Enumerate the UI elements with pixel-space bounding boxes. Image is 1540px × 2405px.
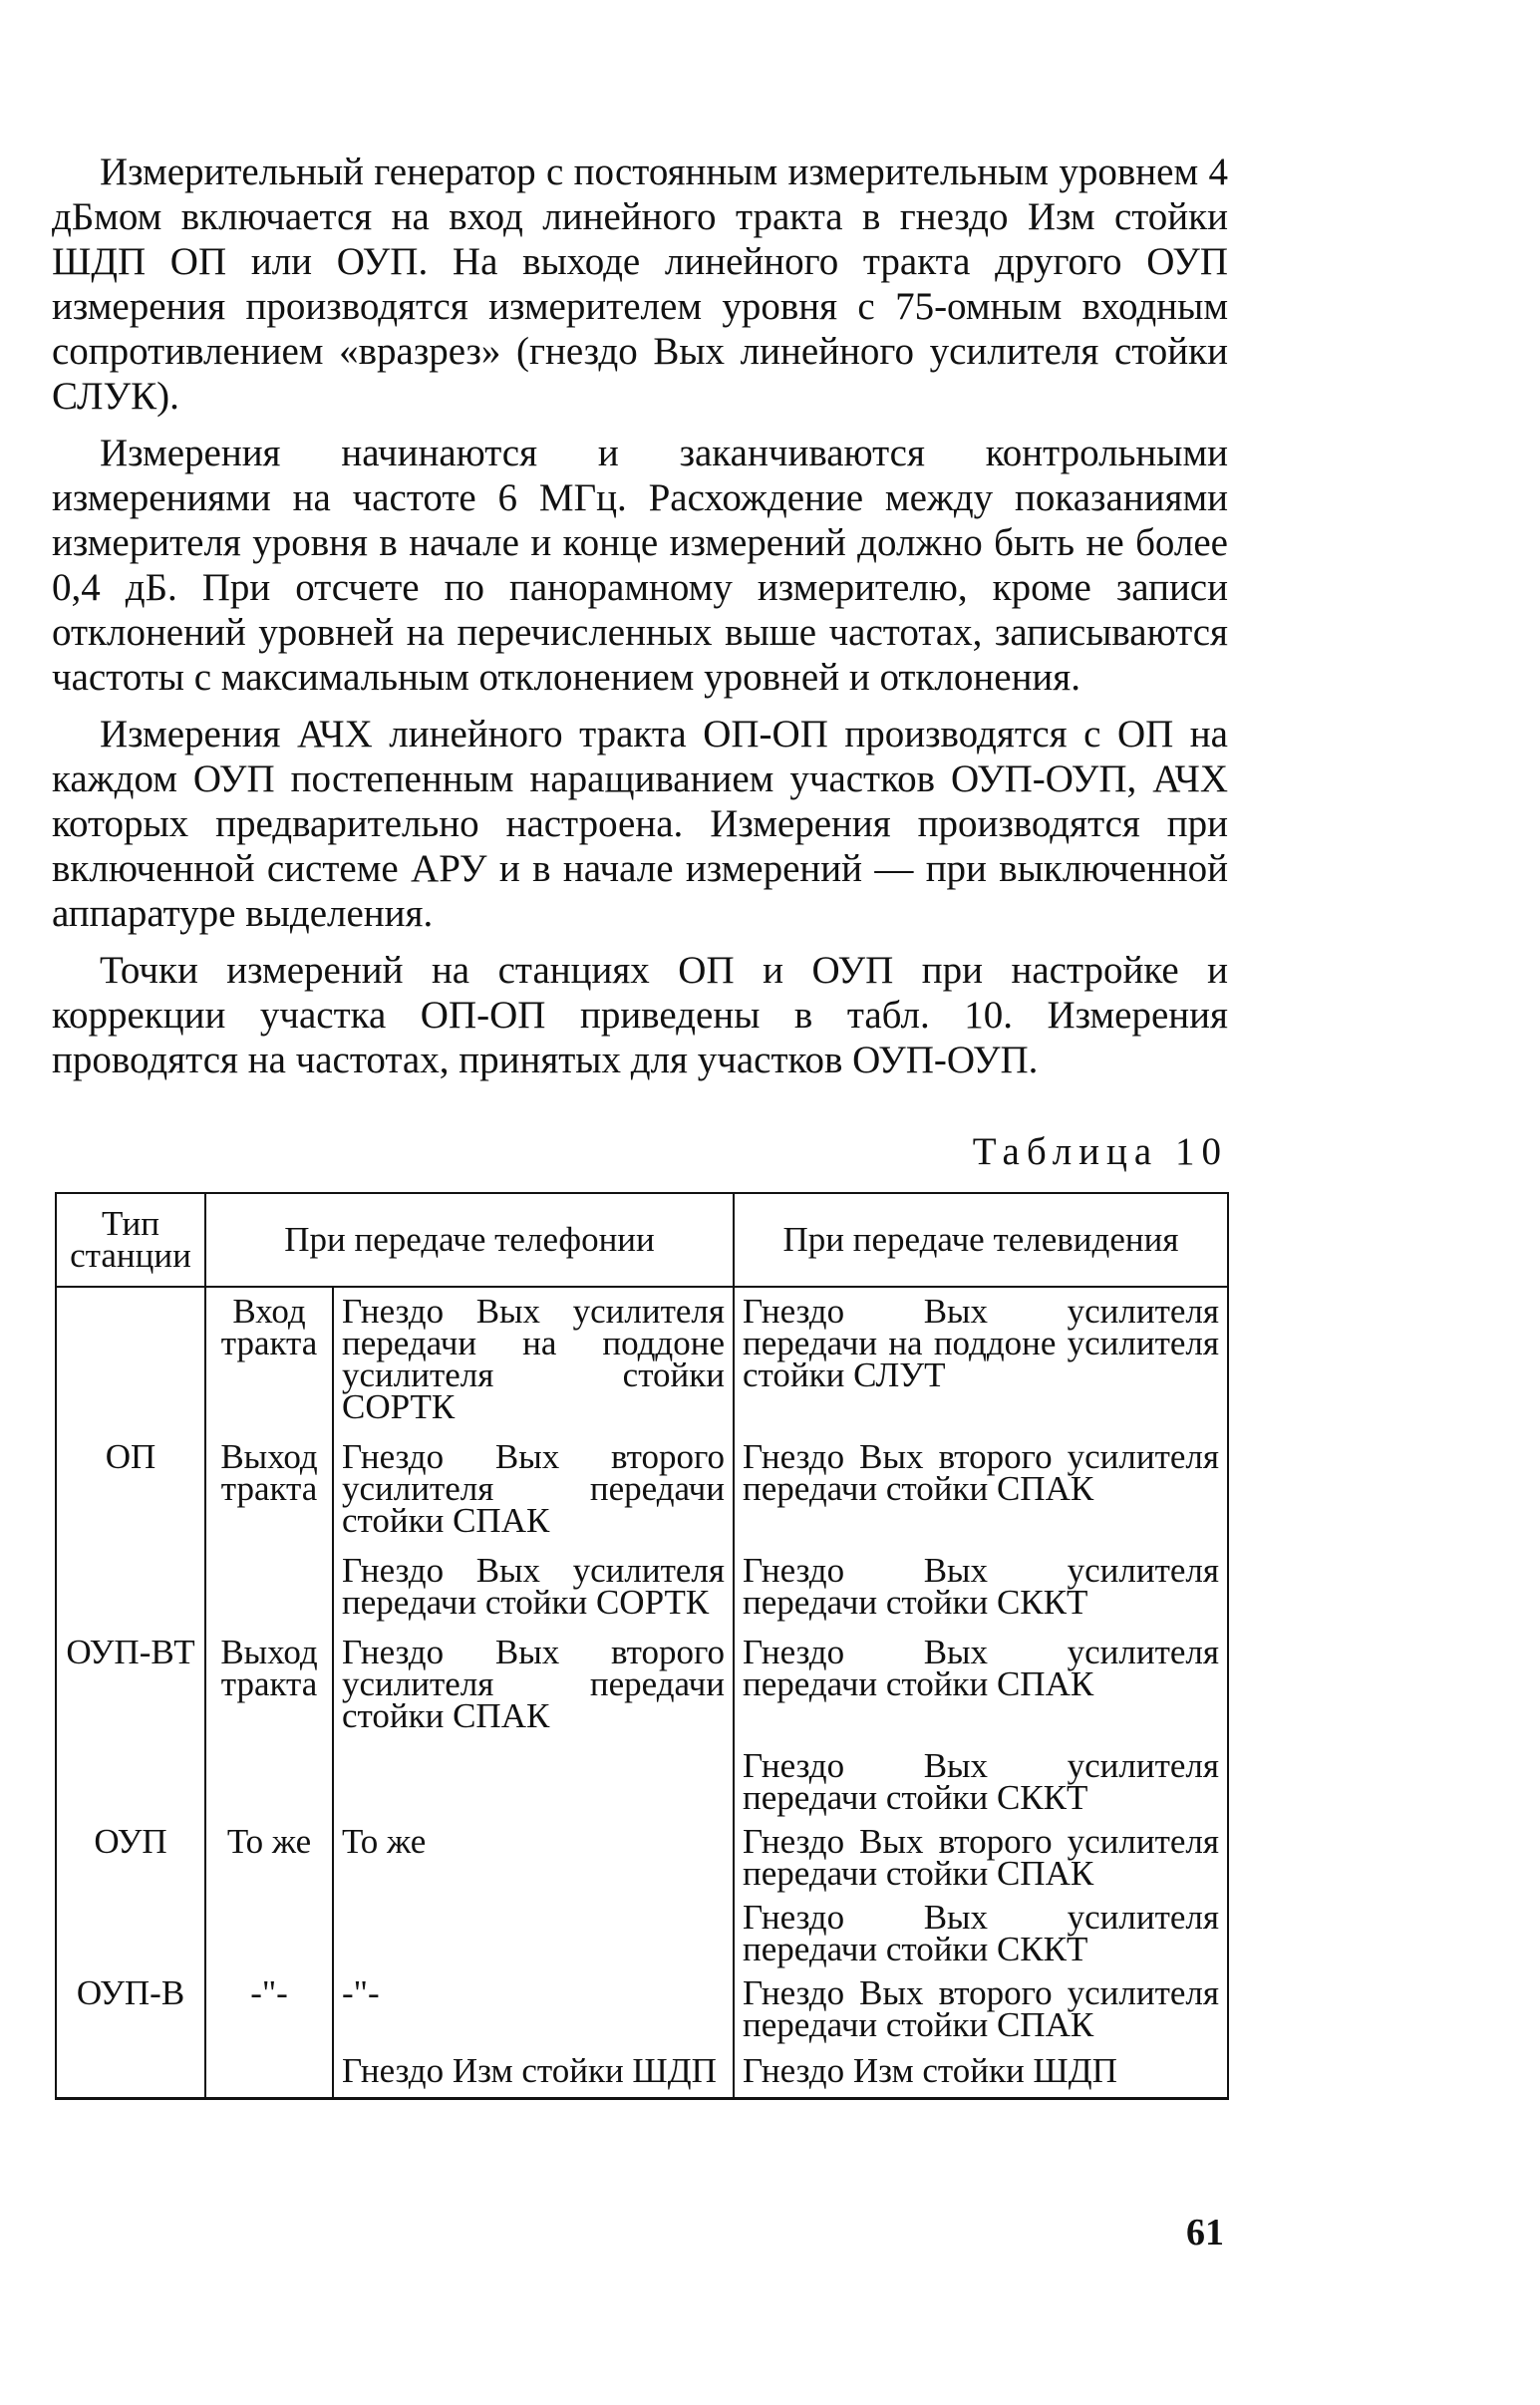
table-row xyxy=(56,1433,1228,1547)
cell-telephony: Гнездо Изм стойки ШДП xyxy=(333,2047,734,2099)
table-body xyxy=(56,1287,1228,2099)
measurement-points-table xyxy=(55,1192,1229,2100)
table-row xyxy=(56,2047,1228,2099)
cell-telephony: То же xyxy=(333,1820,734,1896)
paragraph-2: Измерения начинаются и заканчиваются контрольными измерениями на частоте 6 МГц. Расхождение между показаниями измерителя уровня в начале и конце измерений должно быть не более 0,4 дБ. При отсчете по панорамному измерителю, кроме записи отклонений уровней на перечисленных выше частотах, записываются частоты с максимальным отклонением уровней и отклонения. xyxy=(52,432,1228,699)
cell-point: Выход тракта xyxy=(205,1433,333,1547)
cell-telephony: Гнездо Вых усилителя передачи на поддоне усилителя стойки СОРТК xyxy=(333,1287,734,1433)
cell-point: То же xyxy=(205,1820,333,1896)
cell-television: Гнездо Вых второго усилителя передачи стойки СПАК xyxy=(734,1820,1228,1896)
cell-point: Вход тракта xyxy=(205,1287,333,1433)
table-row xyxy=(56,1547,1228,1629)
cell-station: ОУП-В xyxy=(56,1971,205,2047)
cell-television: Гнездо Вых второго усилителя передачи стойки СПАК xyxy=(734,1971,1228,2047)
cell-telephony: Гнездо Вых второго усилителя передачи стойки СПАК xyxy=(333,1629,734,1742)
cell-station: ОУП xyxy=(56,1820,205,1896)
header-station: Тип станции xyxy=(56,1193,205,1287)
table-row xyxy=(56,1742,1228,1820)
page-number: 61 xyxy=(1186,2212,1224,2254)
paragraph-4: Точки измерений на станциях ОП и ОУП при настройке и коррекции участка ОП-ОП приведены в табл. 10. Измерения проводятся на частотах, принятых для участков ОУП-ОУП. xyxy=(52,949,1228,1081)
cell-station: ОУП-ВТ xyxy=(56,1629,205,1742)
cell-television: Гнездо Вых второго усилителя передачи стойки СПАК xyxy=(734,1433,1228,1547)
paragraph-3: Измерения АЧХ линейного тракта ОП-ОП производятся с ОП на каждом ОУП постепенным наращиванием участков ОУП-ОУП, АЧХ которых предварительно настроена. Измерения производятся при включенной системе АРУ и в начале измерений — при выключенной аппаратуре выделения. xyxy=(52,713,1228,935)
table-row xyxy=(56,1971,1228,2047)
cell-telephony xyxy=(333,1896,734,1971)
cell-point xyxy=(205,1896,333,1971)
cell-station xyxy=(56,2047,205,2099)
cell-telephony: -"- xyxy=(333,1971,734,2047)
cell-station xyxy=(56,1742,205,1820)
cell-point xyxy=(205,1547,333,1629)
cell-station: ОП xyxy=(56,1433,205,1547)
cell-television: Гнездо Вых усилителя передачи стойки СПАК xyxy=(734,1629,1228,1742)
paragraph-1: Измерительный генератор с постоянным измерительным уровнем 4 дБмом включается на вход линейного тракта в гнездо Изм стойки ШДП ОП или ОУП. На выходе линейного тракта другого ОУП измерения производятся измерителем уровня с 75-омным входным сопротивлением «вразрез» (гнездо Вых линейного усилителя стойки СЛУК). xyxy=(52,150,1228,418)
cell-television: Гнездо Вых усилителя передачи стойки СККТ xyxy=(734,1742,1228,1820)
header-telephony: При передаче телефонии xyxy=(205,1193,734,1287)
cell-television: Гнездо Вых усилителя передачи стойки СККТ xyxy=(734,1547,1228,1629)
table-row xyxy=(56,1820,1228,1896)
cell-telephony xyxy=(333,1742,734,1820)
cell-station xyxy=(56,1287,205,1433)
cell-station xyxy=(56,1896,205,1971)
table-header-row xyxy=(56,1193,1228,1287)
cell-telephony: Гнездо Вых усилителя передачи стойки СОРТК xyxy=(333,1547,734,1629)
cell-point xyxy=(205,2047,333,2099)
cell-television: Гнездо Изм стойки ШДП xyxy=(734,2047,1228,2099)
table-caption: Таблица 10 xyxy=(972,1130,1228,1173)
cell-telephony: Гнездо Вых второго усилителя передачи стойки СПАК xyxy=(333,1433,734,1547)
body-text xyxy=(52,150,1228,1092)
table-row xyxy=(56,1896,1228,1971)
cell-station xyxy=(56,1547,205,1629)
cell-television: Гнездо Вых усилителя передачи стойки СККТ xyxy=(734,1896,1228,1971)
table-row xyxy=(56,1629,1228,1742)
cell-television: Гнездо Вых усилителя передачи на поддоне усилителя стойки СЛУТ xyxy=(734,1287,1228,1433)
cell-point: Выход тракта xyxy=(205,1629,333,1742)
table-row xyxy=(56,1287,1228,1433)
cell-point: -"- xyxy=(205,1971,333,2047)
header-television: При передаче телевидения xyxy=(734,1193,1228,1287)
cell-point xyxy=(205,1742,333,1820)
